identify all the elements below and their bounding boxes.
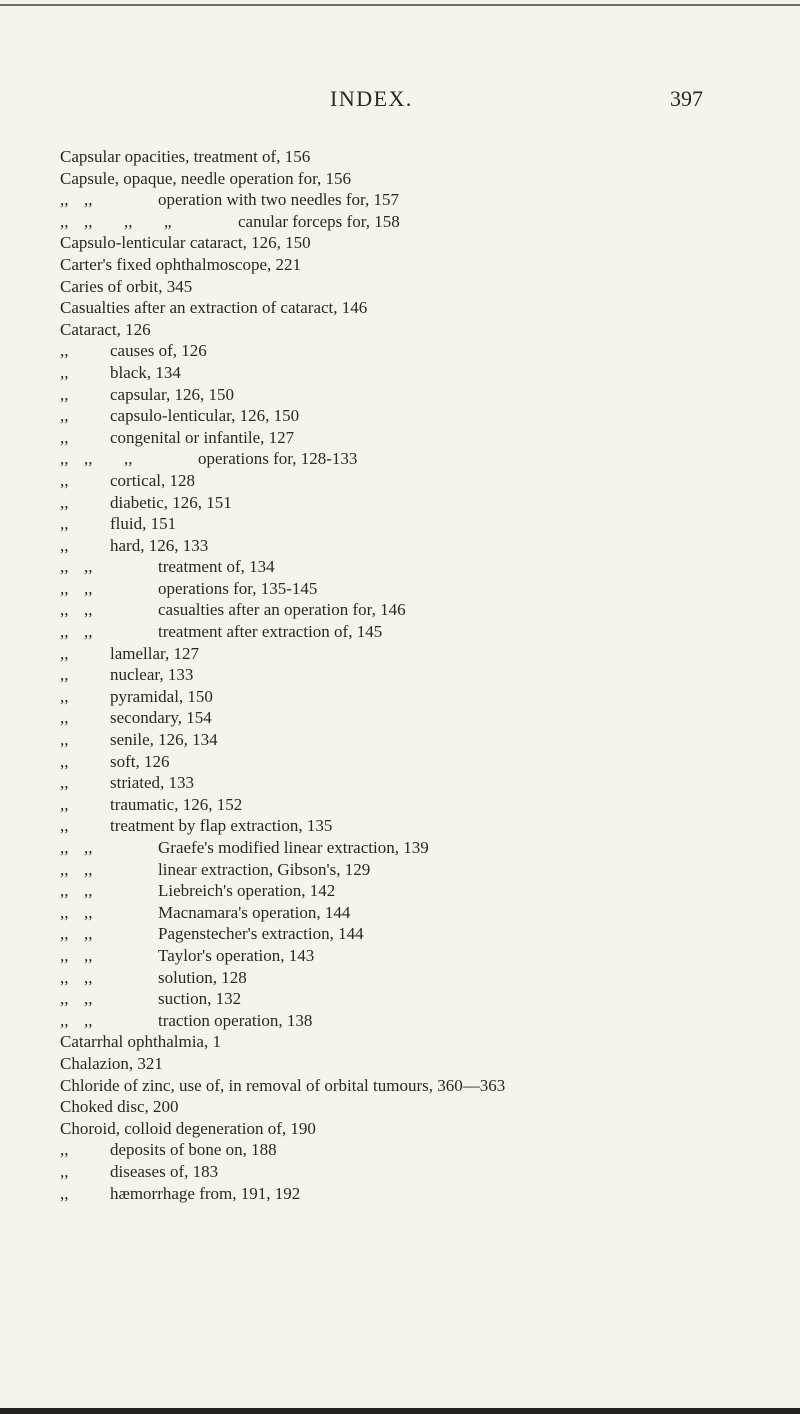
index-entry-text: hard, 126, 133 xyxy=(110,535,209,555)
index-entry-text: casualties after an operation for, 146 xyxy=(158,600,406,620)
ditto-mark: ,, xyxy=(60,665,69,685)
index-entry-text: Caries of orbit, 345 xyxy=(60,276,193,296)
index-entry-text: Pagenstecher's extraction, 144 xyxy=(158,924,364,944)
ditto-mark: ,, xyxy=(60,730,69,750)
ditto-mark: ,, xyxy=(60,600,69,620)
index-entry xyxy=(60,1096,800,1118)
index-entry xyxy=(60,297,800,319)
index-entry-text: Choroid, colloid degeneration of, 190 xyxy=(60,1118,316,1138)
index-entry-text: treatment of, 134 xyxy=(158,557,275,577)
ditto-mark: ,, xyxy=(60,751,69,771)
ditto-mark: ,, xyxy=(60,924,69,944)
ditto-mark: ,, xyxy=(60,902,69,922)
index-entry-text: Capsule, opaque, needle operation for, 156 xyxy=(60,168,352,188)
index-entry xyxy=(60,492,800,514)
index-entry xyxy=(60,707,800,729)
index-entry xyxy=(60,189,800,211)
index-entry-text: traumatic, 126, 152 xyxy=(110,794,243,814)
index-entry xyxy=(60,686,800,708)
index-entry xyxy=(60,1075,800,1097)
index-entry-text: fluid, 151 xyxy=(110,514,177,534)
ditto-mark: ,, xyxy=(60,427,69,447)
index-entry-text: capsulo-lenticular, 126, 150 xyxy=(110,406,300,426)
ditto-mark: ,, xyxy=(60,1010,69,1030)
index-entry-text: operation with two needles for, 157 xyxy=(158,190,400,210)
index-entry xyxy=(60,599,800,621)
index-entry-text: Taylor's operation, 143 xyxy=(158,945,315,965)
index-entry-text: Catarrhal ophthalmia, 1 xyxy=(60,1032,221,1052)
bottom-scan-edge xyxy=(0,1408,800,1414)
index-entry-text: hæmorrhage from, 191, 192 xyxy=(110,1183,301,1203)
ditto-mark: ,, xyxy=(60,1183,69,1203)
ditto-mark: ,, xyxy=(60,492,69,512)
index-entry-text: linear extraction, Gibson's, 129 xyxy=(158,859,371,879)
ditto-mark: ,, xyxy=(84,989,93,1009)
index-entry xyxy=(60,1031,800,1053)
ditto-mark: „ xyxy=(164,211,172,231)
index-entry-text: Capsulo-lenticular cataract, 126, 150 xyxy=(60,233,311,253)
ditto-mark: ,, xyxy=(60,967,69,987)
ditto-mark: ,, xyxy=(60,989,69,1009)
index-entry xyxy=(60,232,800,254)
index-entry xyxy=(60,168,800,190)
index-entry xyxy=(60,405,800,427)
index-entry-text: operations for, 128-133 xyxy=(198,449,358,469)
ditto-mark: ,, xyxy=(60,643,69,663)
ditto-mark: ,, xyxy=(60,1161,69,1181)
index-entry xyxy=(60,513,800,535)
ditto-mark: ,, xyxy=(60,535,69,555)
ditto-mark: ,, xyxy=(60,859,69,879)
ditto-mark: ,, xyxy=(60,945,69,965)
index-entry-text: Capsular opacities, treatment of, 156 xyxy=(60,147,311,166)
ditto-mark: ,, xyxy=(60,622,69,642)
ditto-mark: ,, xyxy=(60,514,69,534)
index-entry xyxy=(60,923,800,945)
index-entry xyxy=(60,815,800,837)
ditto-mark: ,, xyxy=(60,1140,69,1160)
index-entry-text: congenital or infantile, 127 xyxy=(110,427,295,447)
index-entry xyxy=(60,1161,800,1183)
ditto-mark: ,, xyxy=(84,924,93,944)
index-entry xyxy=(60,1053,800,1075)
index-entry xyxy=(60,772,800,794)
index-entry-text: treatment by flap extraction, 135 xyxy=(110,816,333,836)
index-entry xyxy=(60,1118,800,1140)
index-entry-text: black, 134 xyxy=(110,362,181,382)
ditto-mark: ,, xyxy=(60,838,69,857)
ditto-mark: ,, xyxy=(60,449,69,469)
index-list xyxy=(60,146,800,1204)
ditto-mark: ,, xyxy=(84,945,93,965)
index-entry xyxy=(60,384,800,406)
page-header xyxy=(0,86,800,116)
ditto-mark: ,, xyxy=(84,1010,93,1030)
index-entry xyxy=(60,945,800,967)
index-entry xyxy=(60,1183,800,1205)
ditto-mark: ,, xyxy=(60,211,69,231)
ditto-mark: ,, xyxy=(60,470,69,490)
ditto-mark: ,, xyxy=(60,708,69,728)
index-entry-text: suction, 132 xyxy=(158,989,242,1009)
ditto-mark: ,, xyxy=(124,449,133,469)
ditto-mark: ,, xyxy=(60,794,69,814)
ditto-mark: ,, xyxy=(84,600,93,620)
page-number: 397 xyxy=(670,86,703,111)
ditto-mark: ,, xyxy=(84,578,93,598)
index-entry xyxy=(60,729,800,751)
index-entry xyxy=(60,988,800,1010)
index-entry-text: cortical, 128 xyxy=(110,470,195,490)
index-entry-text: canular forceps for, 158 xyxy=(238,211,400,231)
ditto-mark: ,, xyxy=(60,362,69,382)
index-entry-text: traction operation, 138 xyxy=(158,1010,313,1030)
index-entry xyxy=(60,643,800,665)
ditto-mark: ,, xyxy=(60,406,69,426)
index-entry xyxy=(60,859,800,881)
index-entry xyxy=(60,837,800,859)
page-title: INDEX. xyxy=(330,86,413,111)
top-border-rule xyxy=(0,4,800,6)
ditto-mark: ,, xyxy=(60,341,69,361)
ditto-mark: ,, xyxy=(60,686,69,706)
index-entry xyxy=(60,340,800,362)
index-entry-text: senile, 126, 134 xyxy=(110,730,218,750)
ditto-mark: ,, xyxy=(60,578,69,598)
index-entry-text: Carter's fixed ophthalmoscope, 221 xyxy=(60,254,302,274)
index-entry-text: capsular, 126, 150 xyxy=(110,384,234,404)
ditto-mark: ,, xyxy=(84,881,93,901)
index-entry-text: Liebreich's operation, 142 xyxy=(158,881,336,901)
ditto-mark: ,, xyxy=(60,773,69,793)
ditto-mark: ,, xyxy=(84,557,93,577)
ditto-mark: ,, xyxy=(60,384,69,404)
index-entry-text: Chloride of zinc, use of, in removal of orbital tumours, 360—363 xyxy=(60,1075,506,1095)
index-entry-text: striated, 133 xyxy=(110,773,195,793)
index-entry xyxy=(60,470,800,492)
index-entry-text: secondary, 154 xyxy=(110,708,212,728)
ditto-mark: ,, xyxy=(84,449,93,469)
index-entry-text: solution, 128 xyxy=(158,967,247,987)
ditto-mark: ,, xyxy=(60,190,69,210)
index-entry xyxy=(60,535,800,557)
index-entry xyxy=(60,664,800,686)
ditto-mark: ,, xyxy=(60,816,69,836)
index-entry-text: Chalazion, 321 xyxy=(60,1053,163,1073)
ditto-mark: ,, xyxy=(84,622,93,642)
index-entry xyxy=(60,276,800,298)
index-entry-text: treatment after extraction of, 145 xyxy=(158,622,383,642)
index-entry xyxy=(60,880,800,902)
index-entry xyxy=(60,448,800,470)
index-entry xyxy=(60,362,800,384)
ditto-mark: ,, xyxy=(60,557,69,577)
index-entry xyxy=(60,254,800,276)
index-entry xyxy=(60,211,800,233)
index-entry xyxy=(60,794,800,816)
index-entry-text: deposits of bone on, 188 xyxy=(110,1140,277,1160)
index-entry-text: pyramidal, 150 xyxy=(110,686,213,706)
ditto-mark: ,, xyxy=(84,902,93,922)
index-entry xyxy=(60,556,800,578)
index-entry xyxy=(60,319,800,341)
index-entry-text: Choked disc, 200 xyxy=(60,1097,179,1117)
index-entry xyxy=(60,427,800,449)
ditto-mark: ,, xyxy=(124,211,133,231)
index-entry-text: Cataract, 126 xyxy=(60,319,151,339)
index-entry-text: Graefe's modified linear extraction, 139 xyxy=(158,838,429,857)
ditto-mark: ,, xyxy=(84,838,93,857)
index-entry xyxy=(60,1139,800,1161)
index-entry xyxy=(60,1010,800,1032)
index-entry-text: operations for, 135-145 xyxy=(158,578,318,598)
index-entry-text: Casualties after an extraction of cataract, 146 xyxy=(60,298,368,318)
index-entry-text: lamellar, 127 xyxy=(110,643,200,663)
index-entry-text: nuclear, 133 xyxy=(110,665,194,685)
ditto-mark: ,, xyxy=(84,190,93,210)
index-entry-text: diseases of, 183 xyxy=(110,1161,219,1181)
index-entry xyxy=(60,146,800,168)
index-entry xyxy=(60,751,800,773)
ditto-mark: ,, xyxy=(84,859,93,879)
index-entry-text: soft, 126 xyxy=(110,751,170,771)
ditto-mark: ,, xyxy=(84,967,93,987)
index-entry xyxy=(60,578,800,600)
index-entry-text: diabetic, 126, 151 xyxy=(110,492,232,512)
index-entry xyxy=(60,621,800,643)
index-entry xyxy=(60,902,800,924)
ditto-mark: ,, xyxy=(84,211,93,231)
index-entry-text: causes of, 126 xyxy=(110,341,207,361)
ditto-mark: ,, xyxy=(60,881,69,901)
index-entry xyxy=(60,967,800,989)
index-entry-text: Macnamara's operation, 144 xyxy=(158,902,351,922)
